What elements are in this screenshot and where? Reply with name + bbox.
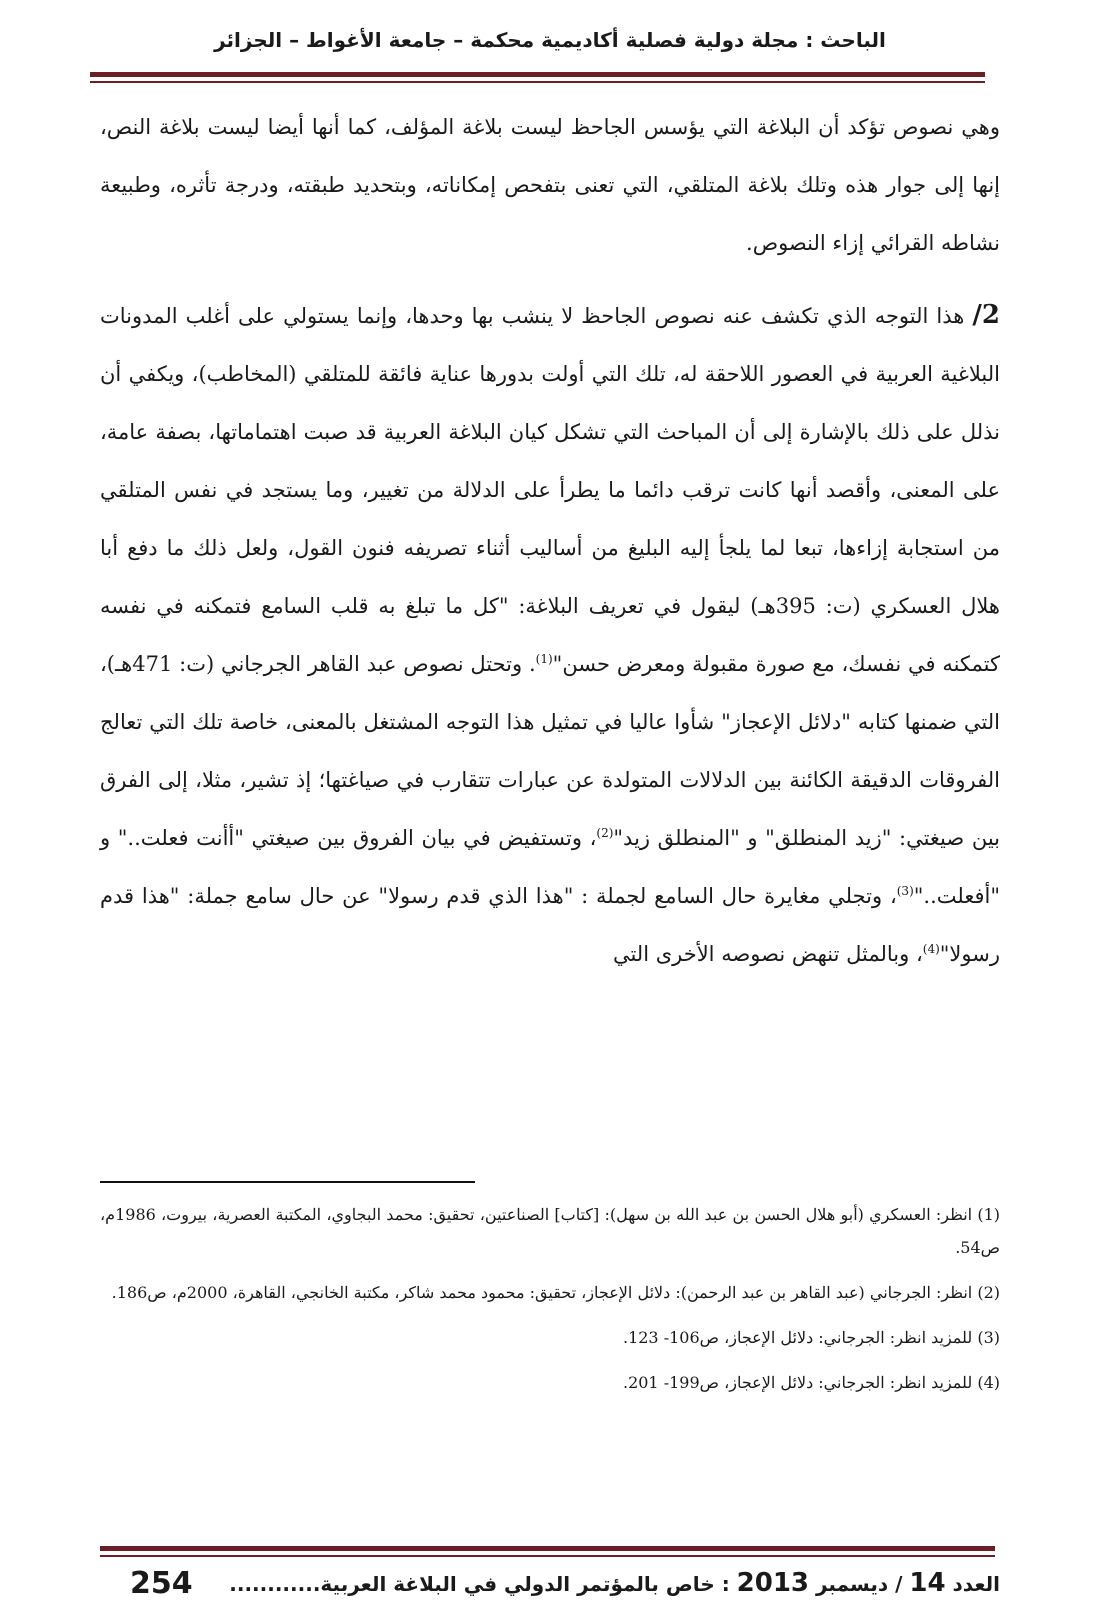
- paragraph-2: 2/ هذا التوجه الذي تكشف عنه نصوص الجاحظ لا ينشب بها وحدها، وإنما يستولي على أغلب المدونات البلاغية العربية في العصور اللاحقة له، تلك التي أولت بدورها عناية فائقة للمتلقي (المخاطب)، ويكفي أن نذلل على ذلك بالإشارة إلى أن المباحث التي تشكل كيان البلاغة العربية قد صبت اهتماماتها، بصفة عامة، على المعنى، وأقصد أنها كانت ترقب دائما ما يطرأ على الدلالة من تغيير، وما يستجد في نفس المتلقي من استجابة إزاءها، تبعا لما يلجأ إليه البليغ من أساليب أثناء تصريفه فنون القول، ولعل ذلك ما دفع أبا هلال العسكري (ت: 395هـ) ليقول في تعريف البلاغة: "كل ما تبلغ به قلب السامع فتمكنه في نفسه كتمكنه في نفسك، مع صورة مقبولة ومعرض حسن"$^{(1)}$. وتحتل نصوص عبد القاهر الجرجاني (ت: 471هـ)، التي ضمنها كتابه "دلائل الإعجاز" شأوا عاليا في تمثيل هذا التوجه المشتغل بالمعنى، خاصة تلك التي تعالج الفروقات الدقيقة الكائنة بين الدلالات المتولدة عن عبارات تتقارب في صياغتها؛ إذ تشير، مثلا، إلى الفرق بين صيغتي: "زيد المنطلق" و "المنطلق زيد"$^{(2)}$، وتستفيض في بيان الفروق بين صيغتي "أأنت فعلت.." و "أفعلت.."$^{(3)}$، وتجلي مغايرة حال السامع لجملة : "هذا الذي قدم رسولا" عن حال سامع جملة: "هذا قدم رسولا"$^{(4)}$، وبالمثل تنهض نصوصه الأخرى التي: [100, 300, 1000, 966]
- footnote-4: (4) للمزيد انظر: الجرجاني: دلائل الإعجاز، ص199- 201.: [622, 1373, 1000, 1392]
- footnote-ref-1[interactable]: (1): [535, 652, 553, 666]
- running-header: الباحث : مجلة دولية فصلية أكاديمية محكمة – جامعة الأغواط – الجزائر: [214, 28, 886, 52]
- page-number: 254: [130, 1566, 193, 1601]
- running-footer: العدد 14 / ديسمبر 2013 : خاص بالمؤتمر الدولي في البلاغة العربية............ 254: [130, 1566, 1000, 1601]
- footnote-1: (1) انظر: العسكري (أبو هلال الحسن بن عبد الله بن سهل): [كتاب] الصناعتين، تحقيق: محمد البجاوي، المكتبة العصرية، بيروت، 1986م، ص54.: [100, 1205, 1001, 1257]
- footnote-ref-3[interactable]: (3): [896, 884, 914, 898]
- body-text: [100, 98, 1000, 983]
- footnote-ref-2[interactable]: (2): [596, 826, 614, 840]
- issue-number: 14: [909, 1568, 946, 1598]
- header-rule-thick: [90, 72, 985, 77]
- header-rule-thin: [90, 81, 985, 83]
- footer-rule-thick: [100, 1546, 995, 1551]
- paragraph-number: 2/: [972, 300, 1000, 330]
- footer-rule-thin: [100, 1555, 995, 1557]
- date-al-jurjani: 471هـ: [114, 652, 173, 676]
- footnotes: [100, 1198, 1000, 1411]
- footnote-3: (3) للمزيد انظر: الجرجاني: دلائل الإعجاز، ص106- 123.: [622, 1328, 1000, 1347]
- footnote-ref-4[interactable]: (4): [922, 942, 940, 956]
- footnote-separator: [100, 1181, 475, 1183]
- date-al-askari: 395هـ: [758, 594, 816, 618]
- issue-label: العدد: [945, 1572, 1000, 1596]
- conference-note: : خاص بالمؤتمر الدولي في البلاغة العربية............: [229, 1572, 737, 1596]
- paragraph-1: وهي نصوص تؤكد أن البلاغة التي يؤسس الجاحظ ليست بلاغة المؤلف، كما أنها أيضا ليست بلاغة النص، إنها إلى جوار هذه وتلك بلاغة المتلقي، التي تعنى بتفحص إمكاناته، وبتحديد طبقته، ودرجة تأثره، وطبيعة نشاطه القرائي إزاء النصوص.: [100, 115, 1000, 255]
- footnote-2: (2) انظر: الجرجاني (عبد القاهر بن عبد الرحمن): دلائل الإعجاز، تحقيق: محمود محمد شاكر، مكتبة الخانجي، القاهرة، 2000م، ص186.: [111, 1283, 1000, 1302]
- issue-year: 2013: [736, 1568, 810, 1598]
